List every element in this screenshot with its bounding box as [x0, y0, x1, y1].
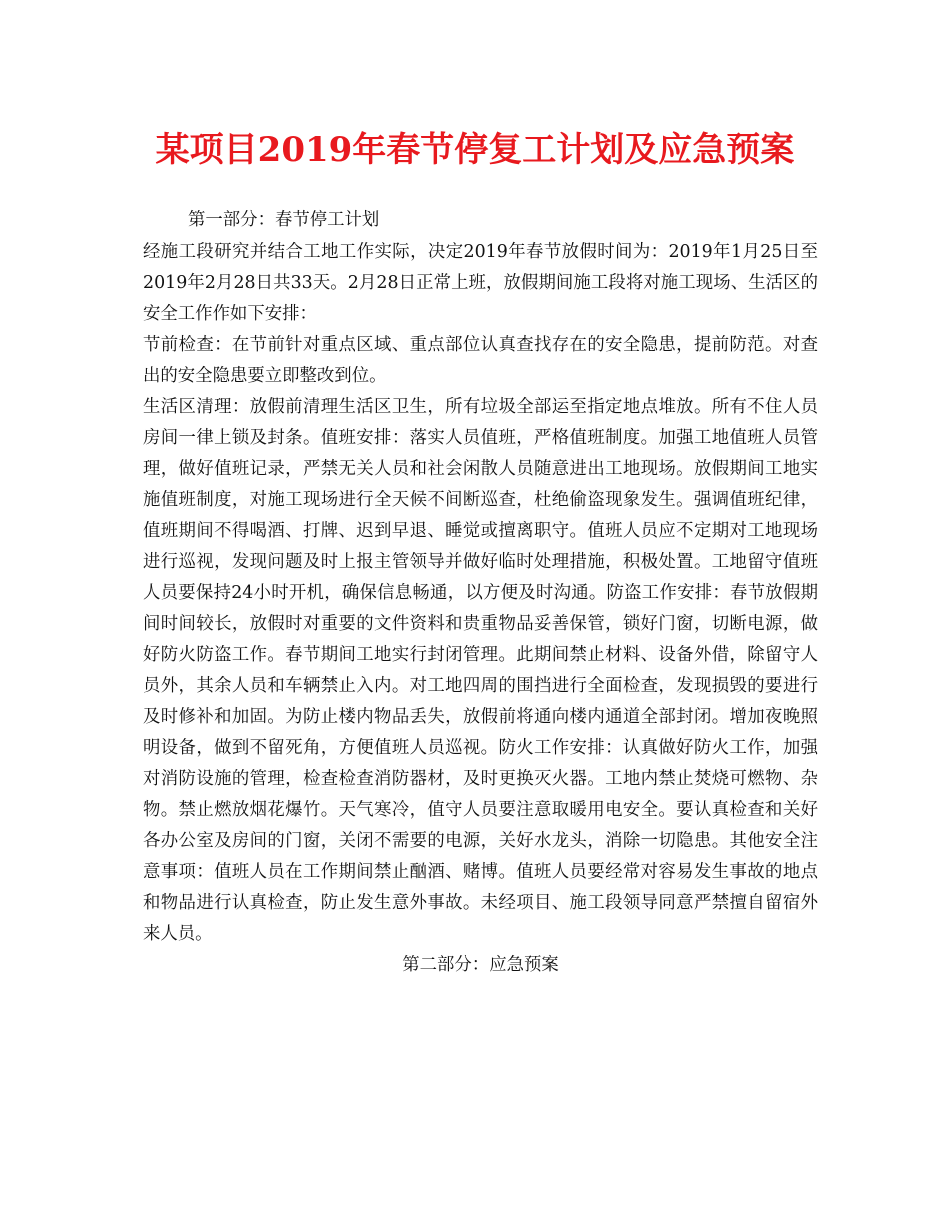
- document-title: 某项目2019年春节停复工计划及应急预案: [155, 130, 795, 170]
- part1-heading: 第一部分：春节停工计划: [188, 210, 380, 230]
- document-body: [143, 205, 818, 981]
- paragraph-pre-holiday-check: 节前检查：在节前针对重点区域、重点部位认真查找存在的安全隐患，提前防范。对查出的安全隐患要立即整改到位。: [143, 335, 818, 386]
- paragraph-holiday-schedule: 经施工段研究并结合工地工作实际，决定2019年春节放假时间为：2019年1月25日至2019年2月28日共33天。2月28日正常上班，放假期间施工段将对施工现场、生活区的安全工作作如下安排：: [143, 242, 818, 324]
- part2-heading: 第二部分：应急预案: [402, 955, 559, 975]
- paragraph-safety-arrangements: 生活区清理：放假前清理生活区卫生，所有垃圾全部运至指定地点堆放。所有不住人员房间一律上锁及封条。值班安排：落实人员值班，严格值班制度。加强工地值班人员管理，做好值班记录，严禁无关人员和社会闲散人员随意进出工地现场。放假期间工地实施值班制度，对施工现场进行全天候不间断巡查，杜绝偷盗现象发生。强调值班纪律，值班期间不得喝酒、打牌、迟到早退、睡觉或擅离职守。值班人员应不定期对工地现场进行巡视，发现问题及时上报主管领导并做好临时处理措施，积极处置。工地留守值班人员要保持24小时开机，确保信息畅通，以方便及时沟通。防盗工作安排：春节放假期间时间较长，放假时对重要的文件资料和贵重物品妥善保管，锁好门窗，切断电源，做好防火防盗工作。春节期间工地实行封闭管理。此期间禁止材料、设备外借，除留守人员外，其余人员和车辆禁止入内。对工地四周的围挡进行全面检查，发现损毁的要进行及时修补和加固。为防止楼内物品丢失，放假前将通向楼内通道全部封闭。增加夜晚照明设备，做到不留死角，方便值班人员巡视。防火工作安排：认真做好防火工作，加强对消防设施的管理，检查检查消防器材，及时更换灭火器。工地内禁止焚烧可燃物、杂物。禁止燃放烟花爆竹。天气寒冷，值守人员要注意取暖用电安全。要认真检查和关好各办公室及房间的门窗，关闭不需要的电源，关好水龙头，消除一切隐患。其他安全注意事项：值班人员在工作期间禁止酗酒、赌博。值班人员要经常对容易发生事故的地点和物品进行认真检查，防止发生意外事故。未经项目、施工段领导同意严禁擅自留宿外来人员。: [143, 397, 818, 944]
